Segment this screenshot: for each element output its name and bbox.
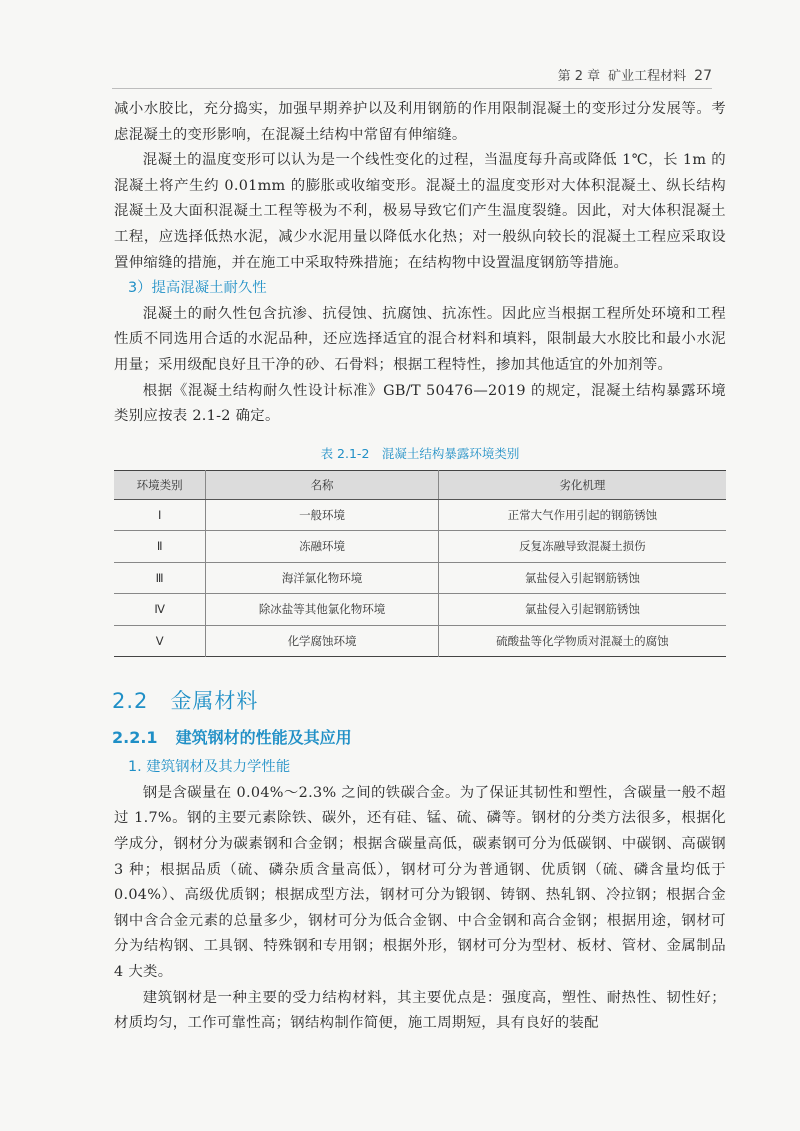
table-cell: 氯盐侵入引起钢筋锈蚀 bbox=[438, 562, 726, 594]
table-cell: 氯盐侵入引起钢筋锈蚀 bbox=[438, 594, 726, 626]
page-header bbox=[112, 62, 712, 89]
exposure-class-table bbox=[114, 470, 726, 658]
table-row bbox=[114, 562, 726, 594]
table-cell: 正常大气作用引起的钢筋锈蚀 bbox=[438, 499, 726, 531]
subheading-durability: 3）提高混凝土耐久性 bbox=[128, 280, 267, 297]
table-cell: Ⅴ bbox=[114, 625, 206, 657]
table-cell: 硫酸盐等化学物质对混凝土的腐蚀 bbox=[496, 633, 669, 648]
section-title: 金属材料 bbox=[170, 689, 259, 714]
table-cell: Ⅲ bbox=[114, 562, 206, 594]
table-caption: 表 2.1-2 混凝土结构暴露环境类别 bbox=[320, 445, 520, 461]
paragraph-2: 混凝土的温度变形可以认为是一个线性变化的过程，当温度每升高或降低 1℃，长 1m 的混凝土将产生约 0.01mm 的膨胀或收缩变形。混凝土的温度变形对大体积混凝土、纵长结构混凝土及大面积混凝土工程等极为不利，极易导致它们产生温度裂缝。因此，对大体积混凝土工程，应选择低热水泥，减少水泥用量以降低水化热；对一般纵向较长的混凝土工程应采取设置伸缩缝的措施，并在施工中采取特殊措施；在结构物中设置温度钢筋等措施。 bbox=[114, 152, 726, 271]
table-cell: 反复冻融导致混凝土损伤 bbox=[438, 531, 726, 563]
table-header-row bbox=[114, 470, 726, 499]
table-cell: 除冰盐等其他氯化物环境 bbox=[206, 594, 439, 626]
table-cell: Ⅱ bbox=[114, 531, 206, 563]
table-cell: 化学腐蚀环境 bbox=[206, 625, 439, 657]
paragraph-6: 建筑钢材是一种主要的受力结构材料，其主要优点是：强度高，塑性、耐热性、韧性好；材质均匀，工作可靠性高；钢结构制作简便，施工周期短，具有良好的装配 bbox=[114, 989, 726, 1032]
table-cell: 一般环境 bbox=[206, 499, 439, 531]
section-number: 2.2 bbox=[112, 689, 149, 714]
table-cell: Ⅰ bbox=[114, 499, 206, 531]
table-row bbox=[114, 531, 726, 563]
page-content bbox=[114, 97, 726, 1037]
chapter-title: 矿业工程材料 bbox=[608, 69, 687, 84]
table-cell: 海洋氯化物环境 bbox=[206, 562, 439, 594]
subsection-number: 2.2.1 bbox=[112, 728, 158, 748]
running-header bbox=[550, 65, 712, 84]
paragraph-1: 减小水胶比，充分捣实，加强早期养护以及利用钢筋的作用限制混凝土的变形过分发展等。考虑混凝土的变形影响，在混凝土结构中常留有伸缩缝。 bbox=[114, 101, 726, 143]
table-cell: Ⅳ bbox=[114, 594, 206, 626]
table-row bbox=[114, 594, 726, 626]
table-header-cell: 名称 bbox=[206, 470, 439, 499]
subsection-title: 建筑钢材的性能及其应用 bbox=[175, 728, 352, 748]
page-number: 27 bbox=[694, 68, 712, 84]
table-row bbox=[114, 499, 726, 531]
subsection-heading-2-2-1 bbox=[112, 725, 726, 755]
table-header-cell: 劣化机理 bbox=[438, 470, 726, 499]
paragraph-5: 钢是含碳量在 0.04%～2.3% 之间的铁碳合金。为了保证其韧性和塑性，含碳量一般不超过 1.7%。钢的主要元素除铁、碳外，还有硅、锰、硫、磷等。钢材的分类方法很多，根据化学成分，钢材分为碳素钢和合金钢；根据含碳量高低，碳素钢可分为低碳钢、中碳钢、高碳钢 3 种；根据品质（硫、磷杂质含量高低），钢材可分为普通钢、优质钢（硫、磷含量均低于 0.04%）、高级优质钢；根据成型方法，钢材可分为锻钢、铸钢、热轧钢、冷拉钢；根据合金钢中含合金元素的总量多少，钢材可分为低合金钢、中合金钢和高合金钢；根据用途，钢材可分为结构钢、工具钢、特殊钢和专用钢；根据外形，钢材可分为型材、板材、管材、金属制品 4 大类。 bbox=[114, 784, 726, 980]
paragraph-3: 混凝土的耐久性包含抗渗、抗侵蚀、抗腐蚀、抗冻性。因此应当根据工程所处环境和工程性质不同选用合适的水泥品种，还应选择适宜的混合材料和填料，限制最大水胶比和最小水泥用量；采用级配良好且干净的砂、石骨料；根据工程特性，掺加其他适宜的外加剂等。 bbox=[114, 305, 726, 373]
chapter-label: 第 2 章 bbox=[557, 69, 601, 84]
table-cell: 冻融环境 bbox=[206, 531, 439, 563]
table-header-cell: 环境类别 bbox=[114, 470, 206, 499]
paragraph-4: 根据《混凝土结构耐久性设计标准》GB/T 50476—2019 的规定，混凝土结构暴露环境类别应按表 2.1-2 确定。 bbox=[114, 382, 726, 425]
table-row bbox=[114, 625, 726, 657]
section-heading-2-2 bbox=[112, 685, 726, 719]
subheading-steel-properties: 1. 建筑钢材及其力学性能 bbox=[128, 759, 291, 776]
